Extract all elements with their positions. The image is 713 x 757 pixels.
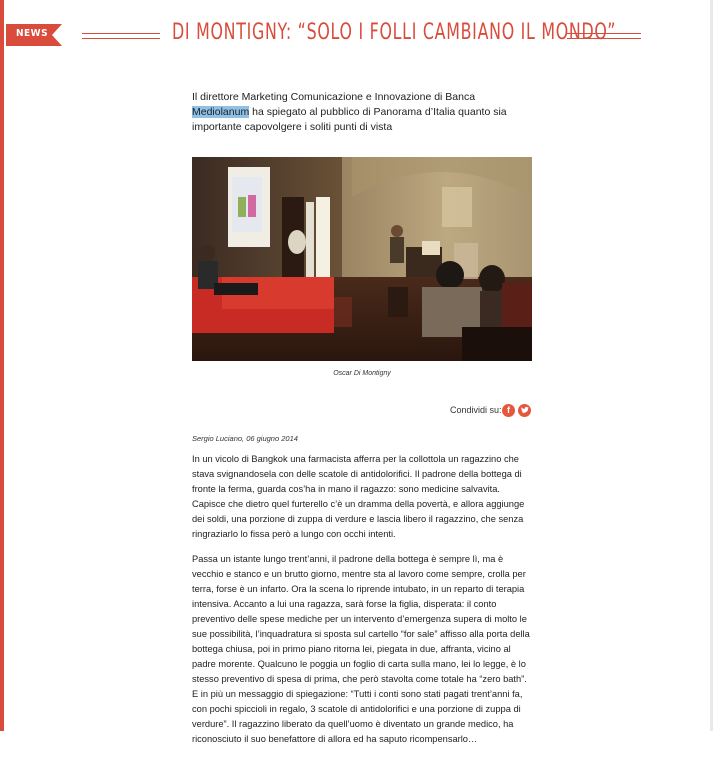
photo-caption: Oscar Di Montigny <box>333 370 391 377</box>
title-rule-left <box>82 33 160 39</box>
share-bar <box>450 404 532 418</box>
facebook-icon[interactable]: f <box>502 404 515 417</box>
article-photo <box>192 157 532 361</box>
title-rule-right <box>567 33 641 39</box>
twitter-icon[interactable] <box>518 404 531 417</box>
lead-paragraph <box>192 90 532 135</box>
news-tag <box>6 24 62 46</box>
byline: Sergio Luciano, 06 giugno 2014 <box>192 434 298 443</box>
body-paragraph-1: In un vicolo di Bangkok una farmacista afferra per la collottola un ragazzino che stava svignandosela con delle scatole di antidolorifici. Il padrone della bottega di fronte la ferma, guarda cos’ha in mano il ragazzo: sono medicine salvavita. Capisce che dietro quel furterello c’è un dramma della povertà, e allora aggiunge dei soldi, una porzione di zuppa di verdure e lascia libero il ragazzino, che senza ringraziarlo lo fissa però a lungo con occhi intenti. <box>192 454 525 539</box>
lead-text-after: ha spiegato al pubblico di Panorama d’Italia quanto sia importante capovolgere i soliti punti di vista <box>192 106 507 133</box>
lead-block <box>192 90 532 135</box>
lead-highlighted-word: Mediolanum <box>192 106 250 118</box>
twitter-bird-glyph <box>518 404 531 417</box>
body-paragraph-2: Passa un istante lungo trent’anni, il padrone della bottega è sempre lì, ma è vecchio e stanco e un brutto giorno, mentre sta al lavoro come sempre, crolla per terra, forse è un infarto. Ora la scena lo riprende intubato, in un reparto di terapia intensiva. Accanto a lui una ragazza, sarà forse la figlia, disperata: il conto preventivo delle spese mediche per un intervento d’emergenza supera di molto le sue possibilità, l’inquadratura si sposta sul cartello “for sale” affisso alla porta della bottega chiusa, poi in primo piano ritorna lei, piegata in due, affranta, vicino al padre morente. Qualcuno le poggia un foglio di carta sulla mano, lei lo legge, è lo stesso preventivo di spesa di prima, che però stavolta come totale ha “zero bath”. E in più un messaggio di spiegazione: “Tutti i conti sono stati pagati trent’anni fa, con pochi spiccioli in regalo, 3 scatole di antidolorifici e una porzione di zuppa di verdure”. Il ragazzino liberato da quell’uomo è diventato un grande medico, ha riconosciuto il suo benefattore di allora ed ha saputo ricompensarlo… <box>192 554 530 744</box>
left-border <box>0 0 4 731</box>
article-title: DI MONTIGNY: “SOLO I FOLLI CAMBIANO IL MONDO” <box>172 20 617 45</box>
article-body <box>192 452 534 757</box>
title-row <box>82 20 642 52</box>
share-label: Condividi su: <box>450 405 502 415</box>
news-tag-label: NEWS <box>16 28 49 39</box>
lead-text-before: Il direttore Marketing Comunicazione e Innovazione di Banca <box>192 91 476 103</box>
conference-photo-illustration <box>192 157 532 361</box>
